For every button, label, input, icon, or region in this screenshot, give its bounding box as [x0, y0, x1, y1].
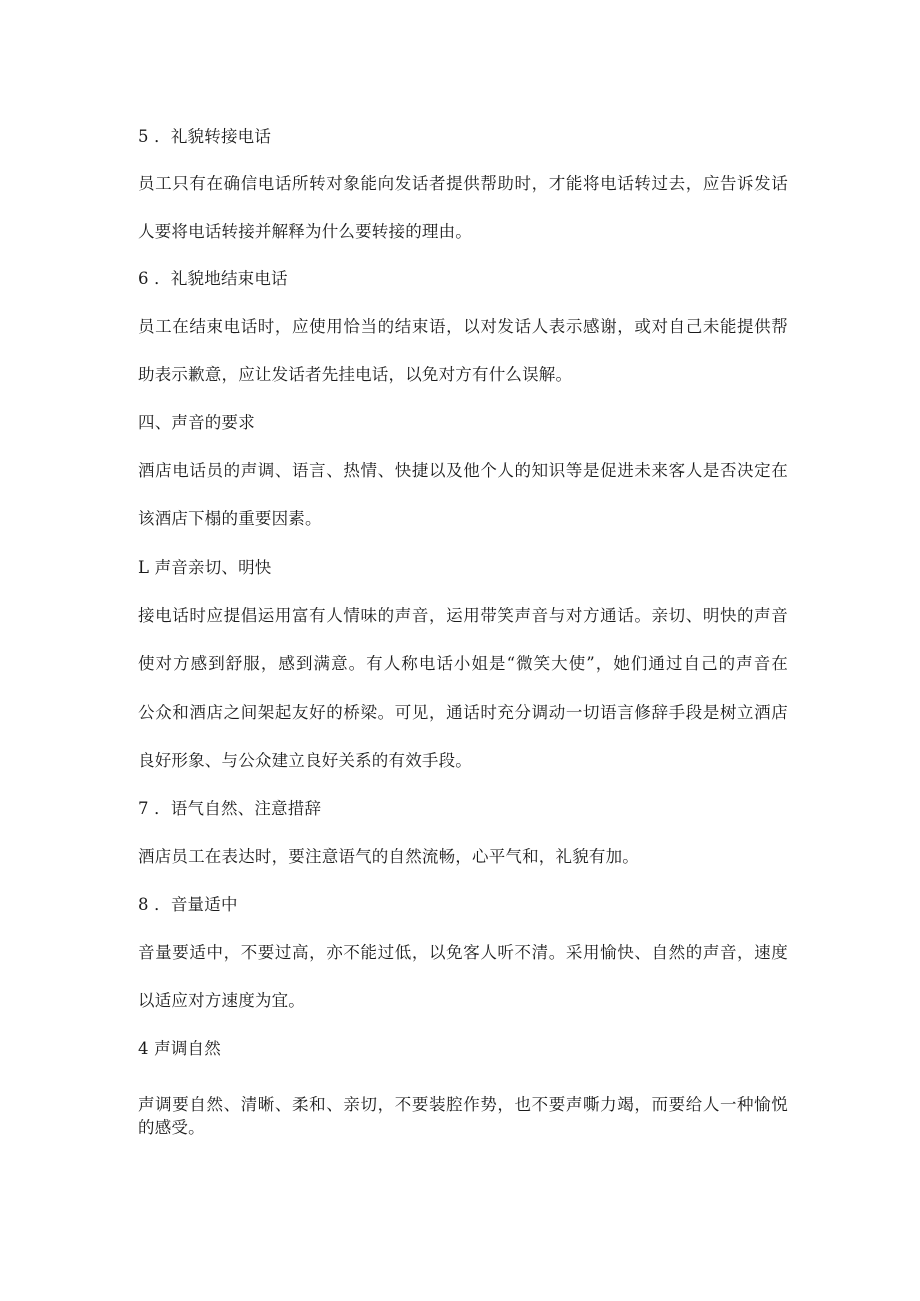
paragraph-line: 酒店电话员的声调、语言、热情、快捷以及他个人的知识等是促进未来客人是否决定在 — [138, 461, 788, 480]
paragraph-line: 的感受。 — [138, 1118, 205, 1137]
paragraph-line: 公众和酒店之间架起友好的桥梁。可见，通话时充分调动一切语言修辞手段是树立酒店 — [138, 703, 788, 722]
heading-warm-voice: L 声音亲切、明快 — [138, 558, 272, 577]
paragraph-line: 酒店员工在表达时，要注意语气的自然流畅，心平气和，礼貌有加。 — [138, 847, 639, 866]
paragraph-line: 良好形象、与公众建立良好关系的有效手段。 — [138, 751, 472, 770]
paragraph-line: 员工在结束电话时，应使用恰当的结束语，以对发话人表示感谢，或对自己未能提供帮 — [138, 317, 788, 336]
paragraph-line: 音量要适中，不要过高，亦不能过低，以免客人听不清。采用愉快、自然的声音，速度 — [138, 943, 788, 962]
paragraph-line: 助表示歉意，应让发话者先挂电话，以免对方有什么误解。 — [138, 365, 573, 384]
paragraph-line: 声调要自然、清晰、柔和、亲切，不要装腔作势，也不要声嘶力竭，而要给人一种愉悦 — [138, 1095, 788, 1114]
paragraph-line: 该酒店下榻的重要因素。 — [138, 509, 322, 528]
heading-natural-pitch: 4 声调自然 — [138, 1039, 221, 1058]
heading-polite-end-call: 6 ．礼貌地结束电话 — [138, 269, 288, 288]
paragraph-line: 使对方感到舒服，感到满意。有人称电话小姐是“微笑大使”，她们通过自己的声音在 — [138, 654, 788, 673]
paragraph-line: 以适应对方速度为宜。 — [138, 991, 305, 1010]
heading-polite-transfer: 5 ．礼貌转接电话 — [138, 127, 272, 146]
paragraph-line: 人要将电话转接并解释为什么要转接的理由。 — [138, 222, 472, 241]
section-heading-voice-requirements: 四、声音的要求 — [138, 413, 255, 432]
paragraph-line: 接电话时应提倡运用富有人情味的声音，运用带笑声音与对方通话。亲切、明快的声音 — [138, 606, 788, 625]
heading-moderate-volume: 8 ．音量适中 — [138, 895, 238, 914]
heading-natural-tone: 7 ．语气自然、注意措辞 — [138, 799, 322, 818]
paragraph-line: 员工只有在确信电话所转对象能向发话者提供帮助时，才能将电话转过去，应告诉发话 — [138, 174, 788, 193]
